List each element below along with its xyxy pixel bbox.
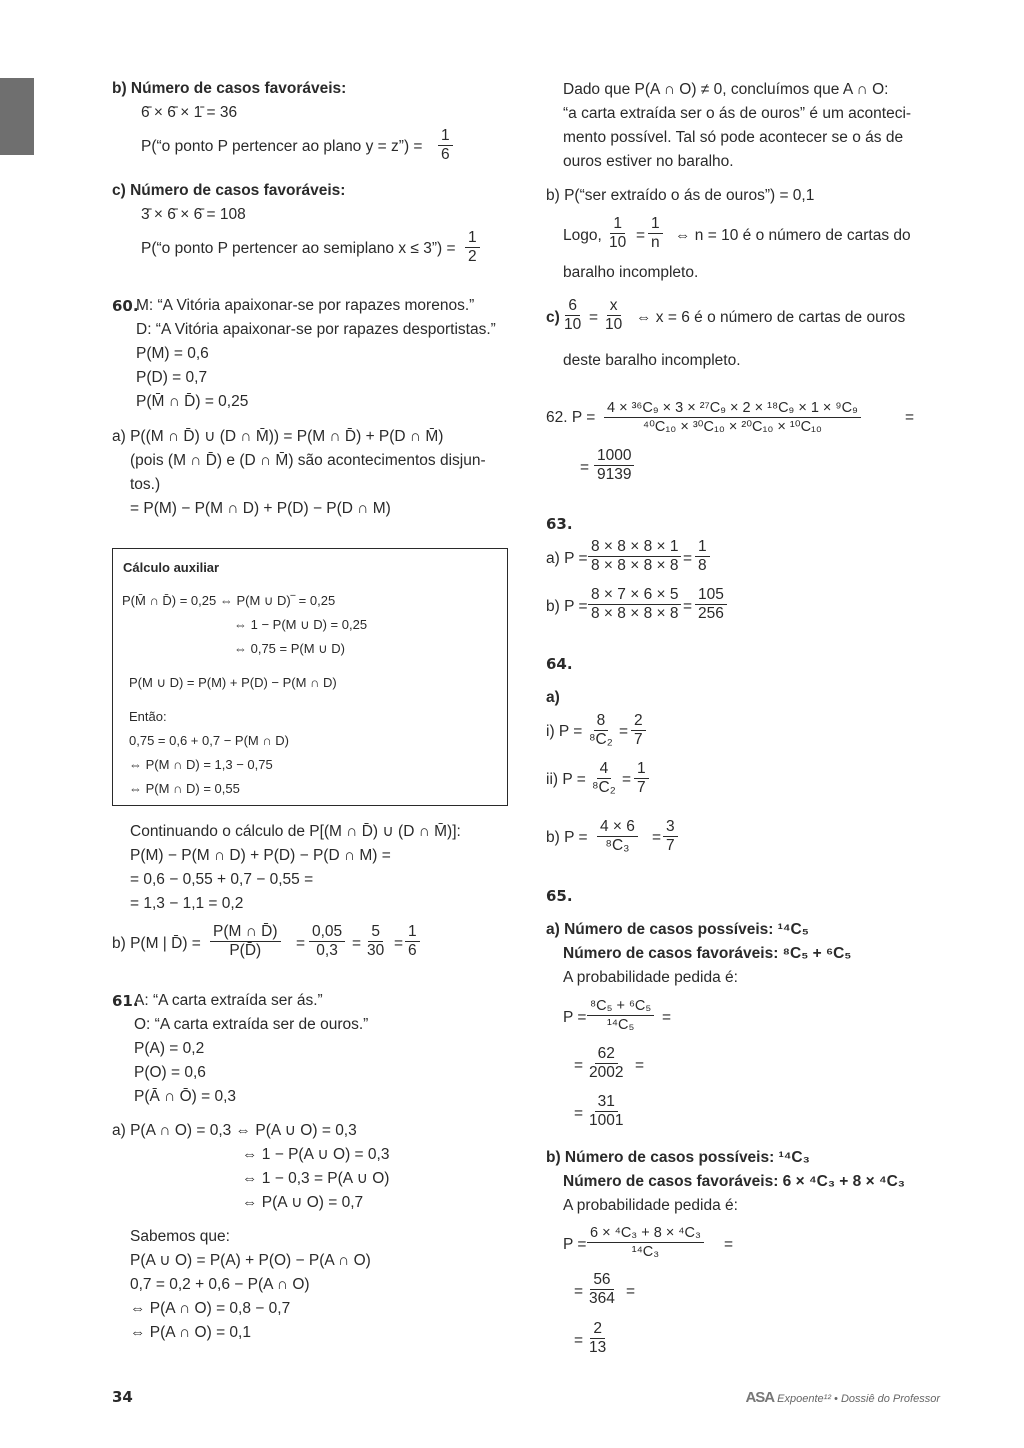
equals-sign: = xyxy=(662,1009,672,1026)
auxiliary-line: ⇔ P(M ∩ D) = 1,3 − 0,75 xyxy=(129,757,273,772)
auxiliary-line: ⇔ 0,75 = P(M ∪ D) xyxy=(234,641,346,656)
equals-sign: = xyxy=(574,1283,584,1300)
exercise-65-number: 65. xyxy=(546,887,573,905)
equals-sign: = xyxy=(652,829,662,846)
equals-sign: = xyxy=(589,309,599,326)
fraction-denominator: ¹⁴C₅ xyxy=(606,1017,635,1033)
fraction-denominator: 13 xyxy=(589,1339,607,1356)
exercise-61-po: P(O) = 0,6 xyxy=(134,1064,206,1081)
exercise-61c-fraction-1 xyxy=(561,297,584,334)
exercise-60a-line4: = P(M) − P(M ∩ D) + P(D) − P(D ∩ M) xyxy=(130,500,391,517)
exercise-63a-lead: a) P = xyxy=(546,550,588,567)
fraction-denominator: 8 × 8 × 8 × 8 xyxy=(591,605,679,622)
exercise-60b-fraction-1 xyxy=(210,923,281,960)
fraction-denominator: 8 xyxy=(698,557,707,574)
fraction-denominator: 10 xyxy=(605,316,623,333)
fraction-denominator: 30 xyxy=(367,942,385,959)
exercise-63b-fraction xyxy=(588,586,681,623)
continuation-line1: Continuando o cálculo de P[(M ∩ D̄) ∪ (D ∩ M̄)]: xyxy=(130,823,461,840)
fraction-numerator: 1 xyxy=(648,215,663,234)
fraction-denominator: 7 xyxy=(666,837,675,854)
exercise-63a-result xyxy=(695,538,710,575)
fraction-denominator: 9139 xyxy=(597,466,632,483)
page-number: 34 xyxy=(112,1388,133,1406)
equals-sign: = xyxy=(626,1283,636,1300)
fraction-denominator: n xyxy=(651,234,660,251)
fraction-denominator: 256 xyxy=(698,605,724,622)
fraction-numerator: 1 xyxy=(634,760,649,779)
fraction-numerator: 4 × ³⁶C₉ × 3 × ²⁷C₉ × 2 × ¹⁸C₉ × 1 × ⁹C₉ xyxy=(604,399,861,418)
exercise-64ai-result xyxy=(631,712,646,749)
fraction-denominator: ⁸C₂ xyxy=(589,731,613,748)
exercise-60b-fraction-3 xyxy=(364,923,387,960)
item-c-prob-fraction xyxy=(465,229,480,266)
equals-sign: = xyxy=(636,227,646,244)
right-paragraph-line2: “a carta extraída ser o ás de ouros” é um aconteci- xyxy=(563,105,912,122)
exercise-64b-result xyxy=(663,818,678,855)
auxiliary-line: 0,75 = 0,6 + 0,7 − P(M ∩ D) xyxy=(129,733,290,748)
fraction-numerator: 1 xyxy=(405,923,420,942)
exercise-65a-line1: a) Número de casos possíveis: ¹⁴C₅ xyxy=(546,921,809,938)
exercise-64b-lead: b) P = xyxy=(546,829,588,846)
exercise-61c-lead: c) xyxy=(546,309,560,326)
right-paragraph-line1: Dado que P(A ∩ O) ≠ 0, concluímos que A ∩ O: xyxy=(563,81,889,98)
asa-logo: ASA xyxy=(745,1389,775,1406)
exercise-61a-line6: P(A ∪ O) = P(A) + P(O) − P(A ∩ O) xyxy=(130,1252,371,1269)
exercise-65a-lead: P = xyxy=(563,1009,587,1026)
fraction-numerator: 1 xyxy=(695,538,710,557)
fraction-denominator: 2 xyxy=(468,248,477,265)
exercise-60b-fraction-2 xyxy=(309,923,345,960)
equals-sign: = xyxy=(635,1057,645,1074)
fraction-denominator: ⁸C₃ xyxy=(605,837,630,854)
exercise-61-event-a: A: “A carta extraída ser ás.” xyxy=(134,992,323,1009)
fraction-numerator: 8 × 8 × 8 × 1 xyxy=(588,538,681,557)
logo-fraction-1 xyxy=(606,215,629,252)
exercise-61c-line2: deste baralho incompleto. xyxy=(563,352,741,369)
fraction-numerator: 8 × 7 × 6 × 5 xyxy=(588,586,681,605)
item-b-prob-fraction xyxy=(438,127,453,164)
exercise-61-pao: P(Ā ∩ Ō) = 0,3 xyxy=(134,1088,237,1105)
fraction-numerator: 3 xyxy=(663,818,678,837)
item-b-prob-text: P(“o ponto P pertencer ao plano y = z”) = xyxy=(141,138,423,155)
equals-sign: = xyxy=(574,1105,584,1122)
exercise-62-result xyxy=(594,447,634,484)
fraction-denominator: 6 xyxy=(441,146,450,163)
fraction-denominator: 1001 xyxy=(589,1112,624,1129)
exercise-65a-fraction xyxy=(587,997,654,1034)
exercise-60a-line2: (pois (M ∩ D̄) e (D ∩ M̄) são acontecimentos disjun- xyxy=(130,452,486,469)
fraction-denominator: 7 xyxy=(637,779,646,796)
exercise-60-pmd: P(M̄ ∩ D̄) = 0,25 xyxy=(136,393,249,410)
exercise-64aii-fraction xyxy=(589,760,619,797)
fraction-numerator: 105 xyxy=(695,586,727,605)
right-paragraph-line3: mento possível. Tal só pode acontecer se o ás de xyxy=(563,129,904,146)
exercise-61a-line8: ⇔ P(A ∩ O) = 0,8 − 0,7 xyxy=(130,1300,291,1317)
continuation-line2: P(M) − P(M ∩ D) + P(D) − P(D ∩ M) = xyxy=(130,847,391,864)
auxiliary-box-title: Cálculo auxiliar xyxy=(123,560,220,575)
exercise-60b-lead: b) P(M | D̄) = xyxy=(112,935,201,952)
fraction-denominator: 0,3 xyxy=(316,942,338,959)
fraction-numerator: 0,05 xyxy=(309,923,345,942)
fraction-numerator: 4 xyxy=(597,760,612,779)
exercise-61-pa: P(A) = 0,2 xyxy=(134,1040,205,1057)
equals-sign: = xyxy=(724,1236,734,1253)
equals-sign: = xyxy=(296,935,306,952)
exercise-65a-step xyxy=(586,1045,626,1082)
exercise-61b: b) P(“ser extraído o ás de ouros”) = 0,1 xyxy=(546,187,815,204)
exercise-65b-step xyxy=(586,1271,618,1308)
fraction-numerator: 6 × ⁴C₃ + 8 × ⁴C₃ xyxy=(587,1224,704,1243)
fraction-numerator: 4 × 6 xyxy=(597,818,638,837)
exercise-65b-line3: A probabilidade pedida é: xyxy=(563,1197,738,1214)
logo-line2: baralho incompleto. xyxy=(563,264,699,281)
exercise-60-event-m: M: “A Vitória apaixonar-se por rapazes morenos.” xyxy=(136,297,475,314)
fraction-numerator: 62 xyxy=(595,1045,618,1064)
exercise-65b-line1: b) Número de casos possíveis: ¹⁴C₃ xyxy=(546,1149,810,1166)
equals-sign: = xyxy=(683,598,693,615)
equals-sign: = xyxy=(622,771,632,788)
publication-title: Expoente¹² • Dossiê do Professor xyxy=(777,1393,940,1405)
equals-sign: = xyxy=(619,723,629,740)
exercise-61a-line5: Sabemos que: xyxy=(130,1228,230,1245)
exercise-61c-tail: ⇔ x = 6 é o número de cartas de ouros xyxy=(636,309,906,326)
equals-sign: = xyxy=(352,935,362,952)
exercise-63-number: 63. xyxy=(546,515,573,533)
exercise-63b-lead: b) P = xyxy=(546,598,588,615)
fraction-numerator: 8 xyxy=(594,712,609,731)
exercise-64ai-lead: i) P = xyxy=(546,723,583,740)
exercise-60-pm: P(M) = 0,6 xyxy=(136,345,209,362)
chapter-tab-marker xyxy=(0,78,34,155)
continuation-line3: = 0,6 − 0,55 + 0,7 − 0,55 = xyxy=(130,871,314,888)
fraction-denominator: 2002 xyxy=(589,1064,624,1081)
exercise-63b-result xyxy=(695,586,727,623)
fraction-denominator: 6 xyxy=(408,942,417,959)
fraction-numerator: 2 xyxy=(631,712,646,731)
logo-tail: ⇔ n = 10 é o número de cartas do xyxy=(675,227,911,244)
fraction-numerator: 1 xyxy=(438,127,453,146)
logo-lead: Logo, xyxy=(563,227,602,244)
fraction-numerator: x xyxy=(607,297,621,316)
exercise-65b-result xyxy=(586,1320,609,1357)
exercise-64aii-result xyxy=(634,760,649,797)
exercise-60-number: 60. xyxy=(112,297,139,315)
exercise-64b-fraction xyxy=(597,818,638,855)
exercise-64a-label: a) xyxy=(546,689,560,706)
auxiliary-line: P(M ∪ D) = P(M) + P(D) − P(M ∩ D) xyxy=(129,675,337,690)
equals-sign: = xyxy=(574,1332,584,1349)
item-c-heading: c) Número de casos favoráveis: xyxy=(112,182,346,199)
exercise-65b-fraction xyxy=(587,1224,704,1261)
exercise-63a-fraction xyxy=(588,538,681,575)
fraction-numerator: 31 xyxy=(595,1093,618,1112)
fraction-denominator: ⁸C₂ xyxy=(592,779,616,796)
equals-sign: = xyxy=(580,459,590,476)
auxiliary-line: Então: xyxy=(129,709,167,724)
fraction-numerator: 1 xyxy=(610,215,625,234)
fraction-denominator: ⁴⁰C₁₀ × ³⁰C₁₀ × ²⁰C₁₀ × ¹⁰C₁₀ xyxy=(642,419,822,435)
auxiliary-line: P(M̄ ∩ D̄) = 0,25 ⇔ P(M ∪ D)‾ = 0,25 xyxy=(122,593,336,608)
exercise-65a-result xyxy=(586,1093,626,1130)
exercise-65b-lead: P = xyxy=(563,1236,587,1253)
exercise-65a-line2: Número de casos favoráveis: ⁸C₅ + ⁶C₅ xyxy=(563,945,852,962)
fraction-denominator: 10 xyxy=(564,316,582,333)
equals-sign: = xyxy=(574,1057,584,1074)
exercise-64ai-fraction xyxy=(586,712,616,749)
fraction-numerator: ⁸C₅ + ⁶C₅ xyxy=(587,997,654,1016)
auxiliary-line: ⇔ P(M ∩ D) = 0,55 xyxy=(129,781,240,796)
publisher-footer xyxy=(745,1389,940,1406)
item-c-product: 3̄ × 6̄ × 6̄ = 108 xyxy=(141,206,246,223)
fraction-numerator: P(M ∩ D̄) xyxy=(210,923,281,942)
item-c-prob-text: P(“o ponto P pertencer ao semiplano x ≤ 3”) = xyxy=(141,240,456,257)
exercise-65a-line3: A probabilidade pedida é: xyxy=(563,969,738,986)
fraction-denominator: 10 xyxy=(609,234,627,251)
exercise-60a-line1: a) P((M ∩ D̄) ∪ (D ∩ M̄)) = P(M ∩ D̄) + P(D ∩ M̄) xyxy=(112,428,444,445)
exercise-61a-line7: 0,7 = 0,2 + 0,6 − P(A ∩ O) xyxy=(130,1276,310,1293)
exercise-64-number: 64. xyxy=(546,655,573,673)
exercise-61a-line2: ⇔ 1 − P(A ∪ O) = 0,3 xyxy=(242,1146,390,1163)
fraction-numerator: 56 xyxy=(590,1271,613,1290)
equals-sign: = xyxy=(683,550,693,567)
exercise-62-lead: 62. P = xyxy=(546,409,596,426)
fraction-denominator: 364 xyxy=(589,1290,615,1307)
exercise-64aii-lead: ii) P = xyxy=(546,771,586,788)
exercise-61-number: 61. xyxy=(112,992,139,1010)
exercise-62-fraction xyxy=(604,399,861,436)
right-paragraph-line4: ouros estiver no baralho. xyxy=(563,153,734,170)
exercise-60-pd: P(D) = 0,7 xyxy=(136,369,208,386)
fraction-denominator: P(D̄) xyxy=(229,942,262,959)
exercise-60-event-d: D: “A Vitória apaixonar-se por rapazes desportistas.” xyxy=(136,321,496,338)
exercise-60b-fraction-4 xyxy=(405,923,420,960)
exercise-61-event-o: O: “A carta extraída ser de ouros.” xyxy=(134,1016,369,1033)
logo-fraction-2 xyxy=(648,215,663,252)
fraction-denominator: ¹⁴C₃ xyxy=(631,1244,660,1260)
exercise-61a-line9: ⇔ P(A ∩ O) = 0,1 xyxy=(130,1324,251,1341)
auxiliary-line: ⇔ 1 − P(M ∪ D) = 0,25 xyxy=(234,617,368,632)
item-b-product: 6̄ × 6̄ × 1̄ = 36 xyxy=(141,104,238,121)
exercise-61c-fraction-2 xyxy=(602,297,625,334)
equals-sign: = xyxy=(905,409,915,426)
fraction-denominator: 7 xyxy=(634,731,643,748)
fraction-numerator: 2 xyxy=(590,1320,605,1339)
fraction-numerator: 1 xyxy=(465,229,480,248)
exercise-61a-line3: ⇔ 1 − 0,3 = P(A ∪ O) xyxy=(242,1170,390,1187)
item-b-heading: b) Número de casos favoráveis: xyxy=(112,80,347,97)
continuation-line4: = 1,3 − 1,1 = 0,2 xyxy=(130,895,244,912)
exercise-61a-line1: a) P(A ∩ O) = 0,3 ⇔ P(A ∪ O) = 0,3 xyxy=(112,1122,357,1139)
exercise-65b-line2: Número de casos favoráveis: 6 × ⁴C₃ + 8 × ⁴C₃ xyxy=(563,1173,905,1190)
fraction-numerator: 6 xyxy=(565,297,580,316)
exercise-60a-line3: tos.) xyxy=(130,476,161,493)
fraction-numerator: 5 xyxy=(368,923,383,942)
equals-sign: = xyxy=(394,935,404,952)
fraction-numerator: 1000 xyxy=(594,447,634,466)
exercise-61a-line4: ⇔ P(A ∪ O) = 0,7 xyxy=(242,1194,364,1211)
fraction-denominator: 8 × 8 × 8 × 8 xyxy=(591,557,679,574)
